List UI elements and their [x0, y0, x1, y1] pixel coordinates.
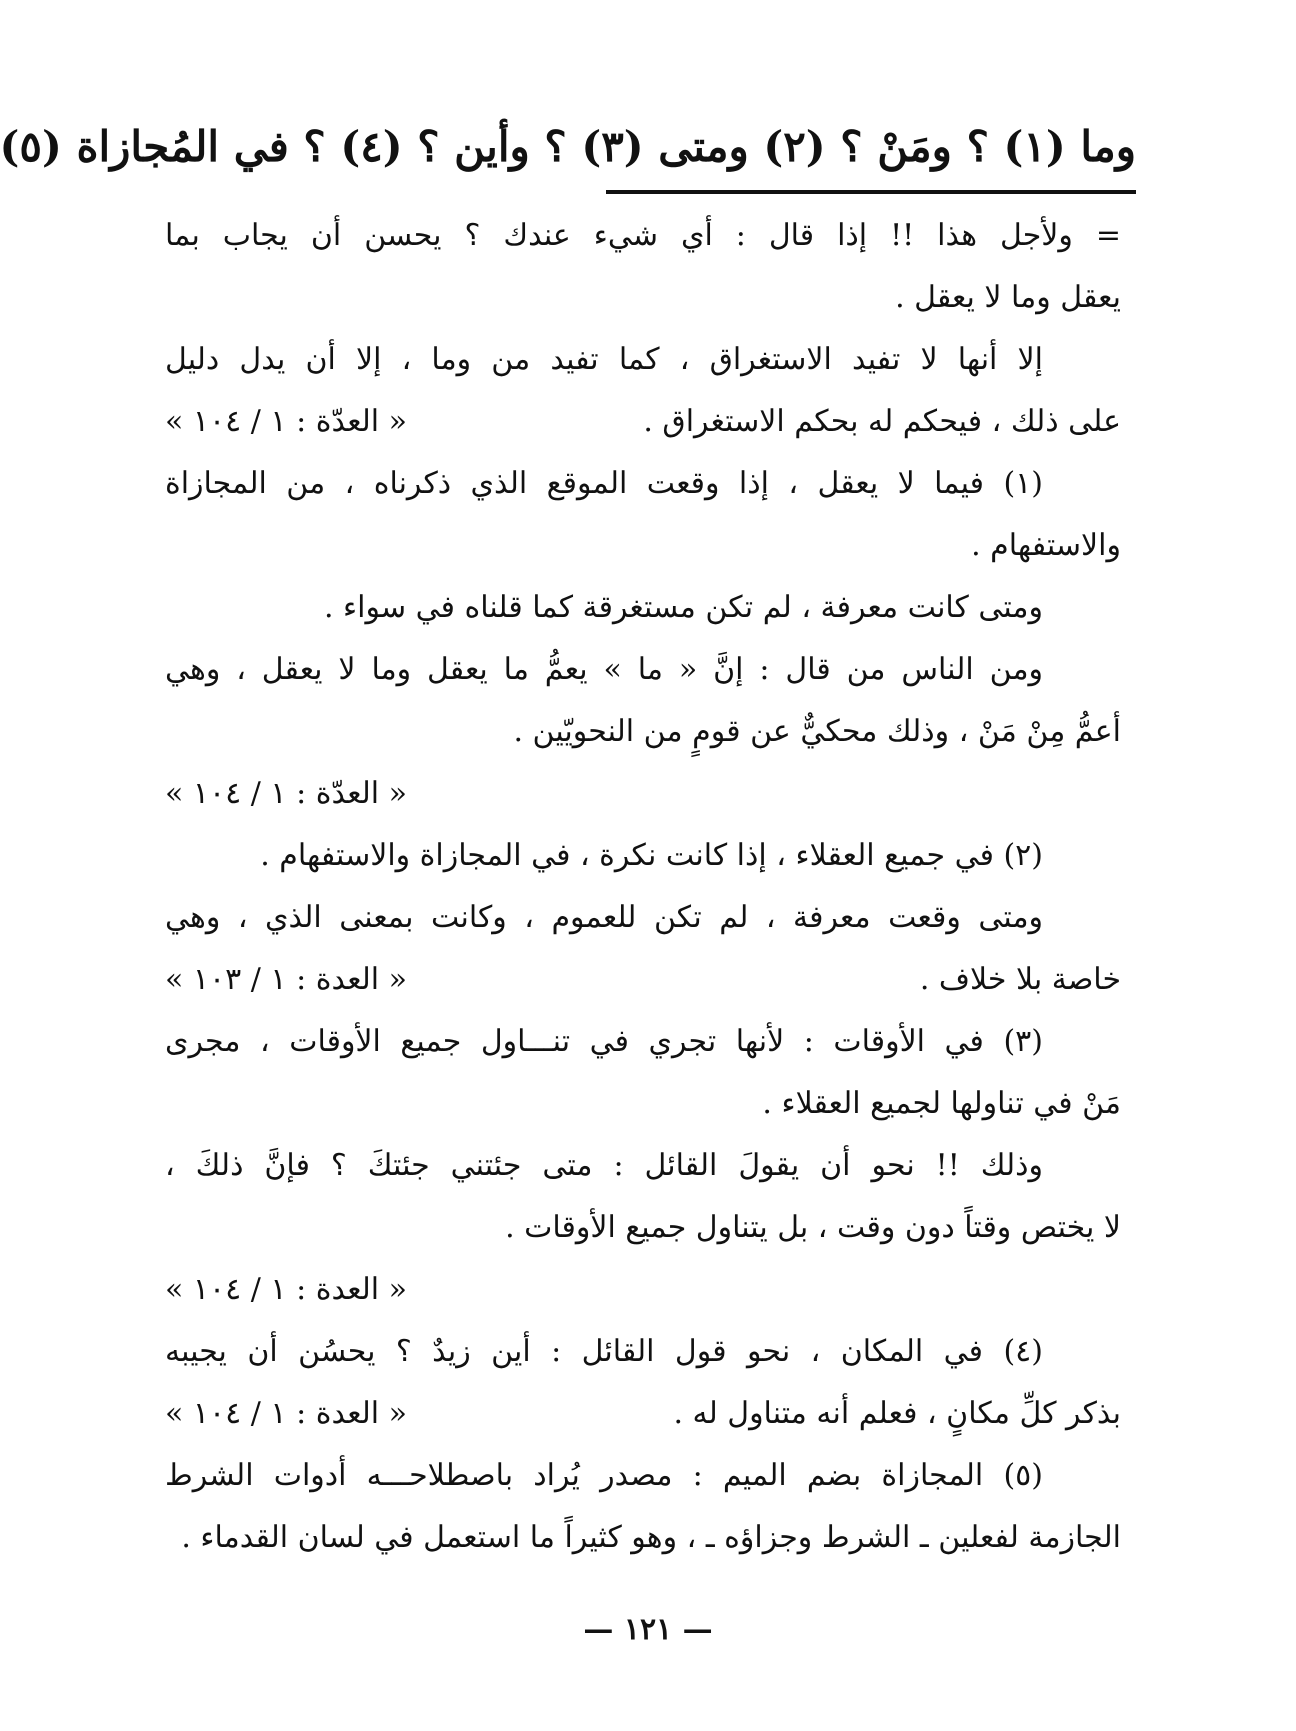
text-line: (٢) في جميع العقلاء ، إذا كانت نكرة ، في المجازاة والاستفهام .	[260, 838, 1043, 873]
text-line-reference	[165, 763, 1121, 825]
source-reference: « العدة : ١ / ١٠٤ »	[165, 1272, 408, 1307]
text-line-with-reference	[165, 949, 1121, 1011]
footnote-body	[165, 205, 1121, 1569]
text-line-reference	[165, 1259, 1121, 1321]
text-line: والاستفهام .	[971, 528, 1121, 563]
text-line: (٤) في المكان ، نحو قول القائل : أين زيدٌ ؟ يحسُن أن يجيبه	[165, 1334, 1043, 1369]
page-heading: وما (١) ؟ ومَنْ ؟ (٢) ومتى (٣) ؟ وأين ؟ (٤) ؟ في المُجازاة (٥)	[0, 122, 1136, 171]
heading-underline	[606, 190, 1136, 194]
text-line: أعمُّ مِنْ مَنْ ، وذلك محكيٌّ عن قومٍ من النحويّين .	[513, 714, 1121, 749]
text-line: لا يختص وقتاً دون وقت ، بل يتناول جميع الأوقات .	[505, 1210, 1121, 1245]
text-line-with-reference	[165, 1383, 1121, 1445]
source-reference: « العدّة : ١ / ١٠٤ »	[165, 776, 408, 811]
text-line: الجازمة لفعلين ـ الشرط وجزاؤه ـ ، وهو كثيراً ما استعمل في لسان القدماء .	[181, 1520, 1121, 1555]
line-text: بذكر كلِّ مكانٍ ، فعلم أنه متناول له .	[673, 1396, 1121, 1431]
source-reference: « العدّة : ١ / ١٠٤ »	[165, 404, 408, 439]
line-text: على ذلك ، فيحكم له بحكم الاستغراق .	[643, 404, 1121, 439]
line-text: خاصة بلا خلاف .	[919, 962, 1121, 997]
text-line: ومتى وقعت معرفة ، لم تكن للعموم ، وكانت بمعنى الذي ، وهي	[165, 900, 1043, 935]
text-line: (٣) في الأوقات : لأنها تجري في تنـــاول جميع الأوقات ، مجرى	[165, 1024, 1043, 1059]
text-line: (١) فيما لا يعقل ، إذا وقعت الموقع الذي ذكرناه ، من المجازاة	[165, 466, 1043, 501]
source-reference: « العدة : ١ / ١٠٤ »	[165, 1396, 408, 1431]
text-line: (٥) المجازاة بضم الميم : مصدر يُراد باصطلاحـــه أدوات الشرط	[165, 1458, 1043, 1493]
text-line: مَنْ في تناولها لجميع العقلاء .	[762, 1086, 1121, 1121]
page-number: — ١٢١ —	[583, 1612, 713, 1647]
text-line-with-reference	[165, 391, 1121, 453]
text-line: ومتى كانت معرفة ، لم تكن مستغرقة كما قلناه في سواء .	[323, 590, 1043, 625]
text-line: وذلك !! نحو أن يقولَ القائل : متى جئتني جئتكَ ؟ فإنَّ ذلكَ ،	[165, 1148, 1043, 1183]
text-line: = ولأجل هذا !! إذا قال : أي شيء عندك ؟ يحسن أن يجاب بما	[165, 218, 1121, 253]
source-reference: « العدة : ١ / ١٠٣ »	[165, 962, 408, 997]
text-line: يعقل وما لا يعقل .	[895, 280, 1121, 315]
text-line: إلا أنها لا تفيد الاستغراق ، كما تفيد من وما ، إلا أن يدل دليل	[165, 342, 1043, 377]
text-line: ومن الناس من قال : إنَّ « ما » يعمُّ ما يعقل وما لا يعقل ، وهي	[165, 652, 1043, 687]
